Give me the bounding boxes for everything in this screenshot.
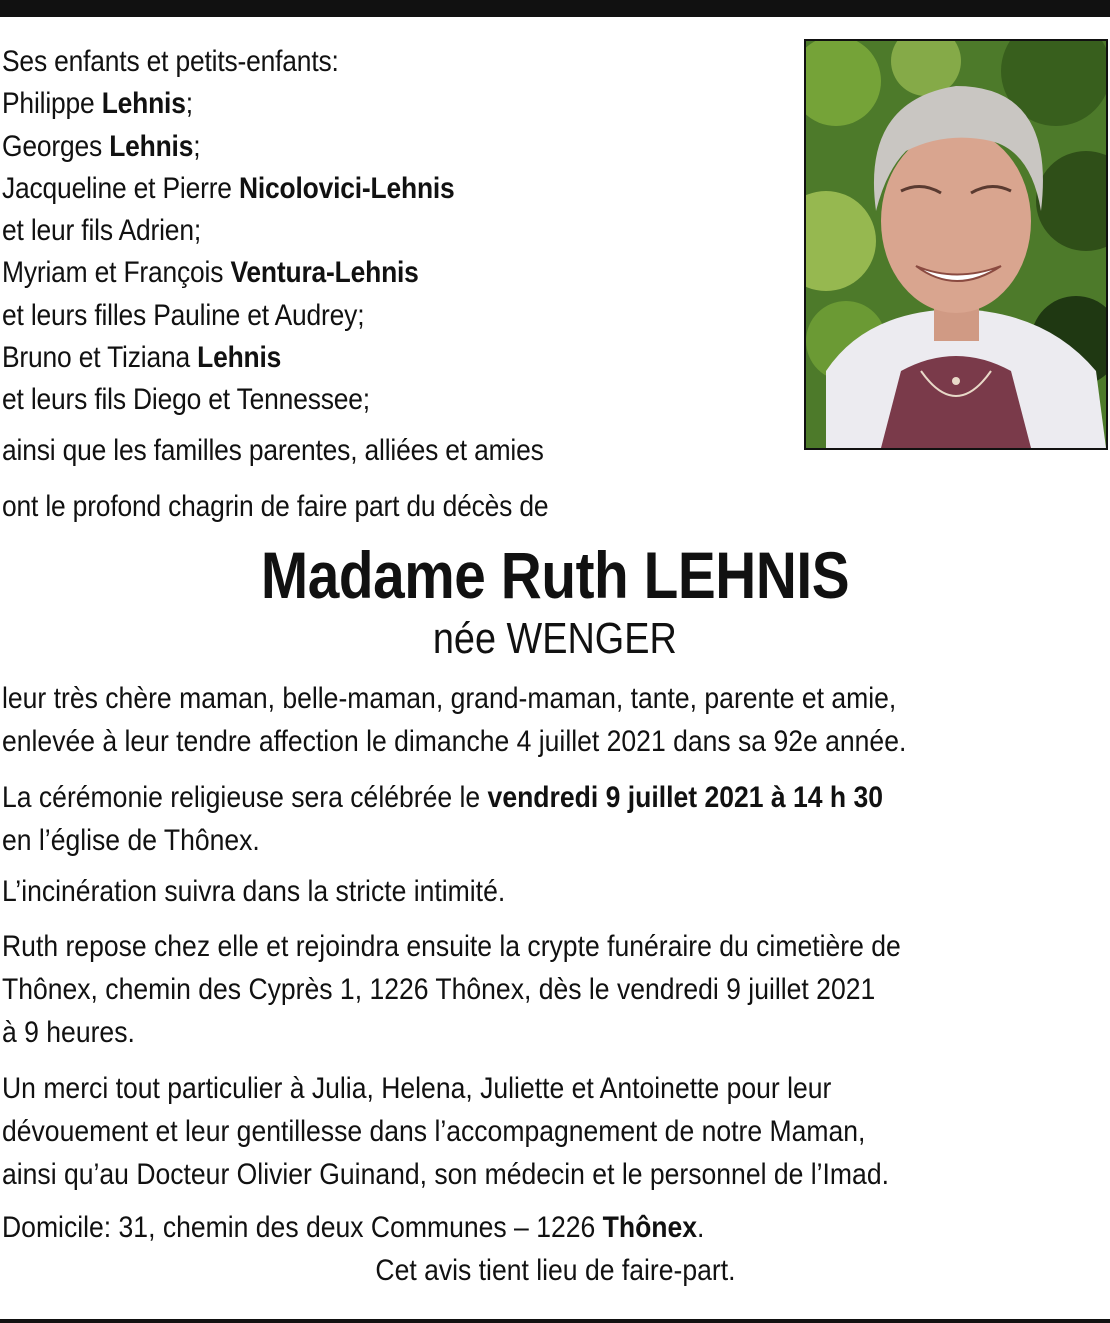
family-line: et leurs filles Pauline et Audrey; — [2, 298, 365, 332]
paragraph-line: Thônex, chemin des Cyprès 1, 1226 Thônex, dès le vendredi 9 juillet 2021 — [2, 973, 876, 1006]
family-line: Philippe Lehnis; — [2, 87, 193, 121]
maiden-name: née WENGER — [433, 614, 677, 663]
paragraph-line: L’incinération suivra dans la stricte intimité. — [2, 875, 506, 908]
bottom-rule — [0, 1319, 1110, 1323]
relatives-text: ainsi que les familles parentes, alliées et amies — [2, 434, 544, 467]
paragraph-line: enlevée à leur tendre affection le dimanche 4 juillet 2021 dans sa 92e année. — [2, 725, 907, 758]
family-line: Myriam et François Ventura-Lehnis — [2, 256, 419, 290]
paragraph-line: Un merci tout particulier à Julia, Helena, Juliette et Antoinette pour leur — [2, 1072, 832, 1105]
paragraph-line: La cérémonie religieuse sera célébrée le vendredi 9 juillet 2021 à 14 h 30 — [2, 781, 884, 814]
family-line: et leur fils Adrien; — [2, 214, 201, 248]
closing-note: Cet avis tient lieu de faire-part. — [374, 1254, 736, 1287]
paragraph-line: Ruth repose chez elle et rejoindra ensuite la crypte funéraire du cimetière de — [2, 930, 901, 963]
top-rule — [0, 0, 1110, 17]
announcement-line — [2, 486, 1108, 528]
portrait-photo — [804, 39, 1108, 450]
family-line: Ses enfants et petits-enfants: — [2, 45, 339, 78]
rest-place-paragraph — [2, 925, 901, 1054]
deceased-name: Madame Ruth LEHNIS — [260, 538, 850, 612]
thanks-paragraph — [2, 1067, 889, 1196]
family-line: Bruno et Tiziana Lehnis — [2, 341, 282, 375]
family-line: Jacqueline et Pierre Nicolovici-Lehnis — [2, 171, 455, 205]
domicile-paragraph — [2, 1206, 704, 1249]
ceremony-paragraph — [2, 776, 883, 862]
paragraph-line: dévouement et leur gentillesse dans l’accompagnement de notre Maman, — [2, 1115, 866, 1148]
portrait-illustration — [806, 41, 1106, 448]
family-line: et leurs fils Diego et Tennessee; — [2, 383, 370, 417]
paragraph-line: à 9 heures. — [2, 1016, 135, 1049]
paragraph-line: ainsi qu’au Docteur Olivier Guinand, son médecin et le personnel de l’Imad. — [2, 1158, 889, 1191]
paragraph-line: Domicile: 31, chemin des deux Communes – 1226 Thônex. — [2, 1211, 705, 1244]
paragraph-line: en l’église de Thônex. — [2, 824, 260, 857]
announcement-text: ont le profond chagrin de faire part du décès de — [2, 490, 549, 523]
paragraph-line: leur très chère maman, belle-maman, grand-maman, tante, parente et amie, — [2, 682, 897, 715]
cremation-paragraph — [2, 870, 505, 913]
tribute-paragraph — [2, 677, 906, 763]
family-line: Georges Lehnis; — [2, 129, 201, 163]
